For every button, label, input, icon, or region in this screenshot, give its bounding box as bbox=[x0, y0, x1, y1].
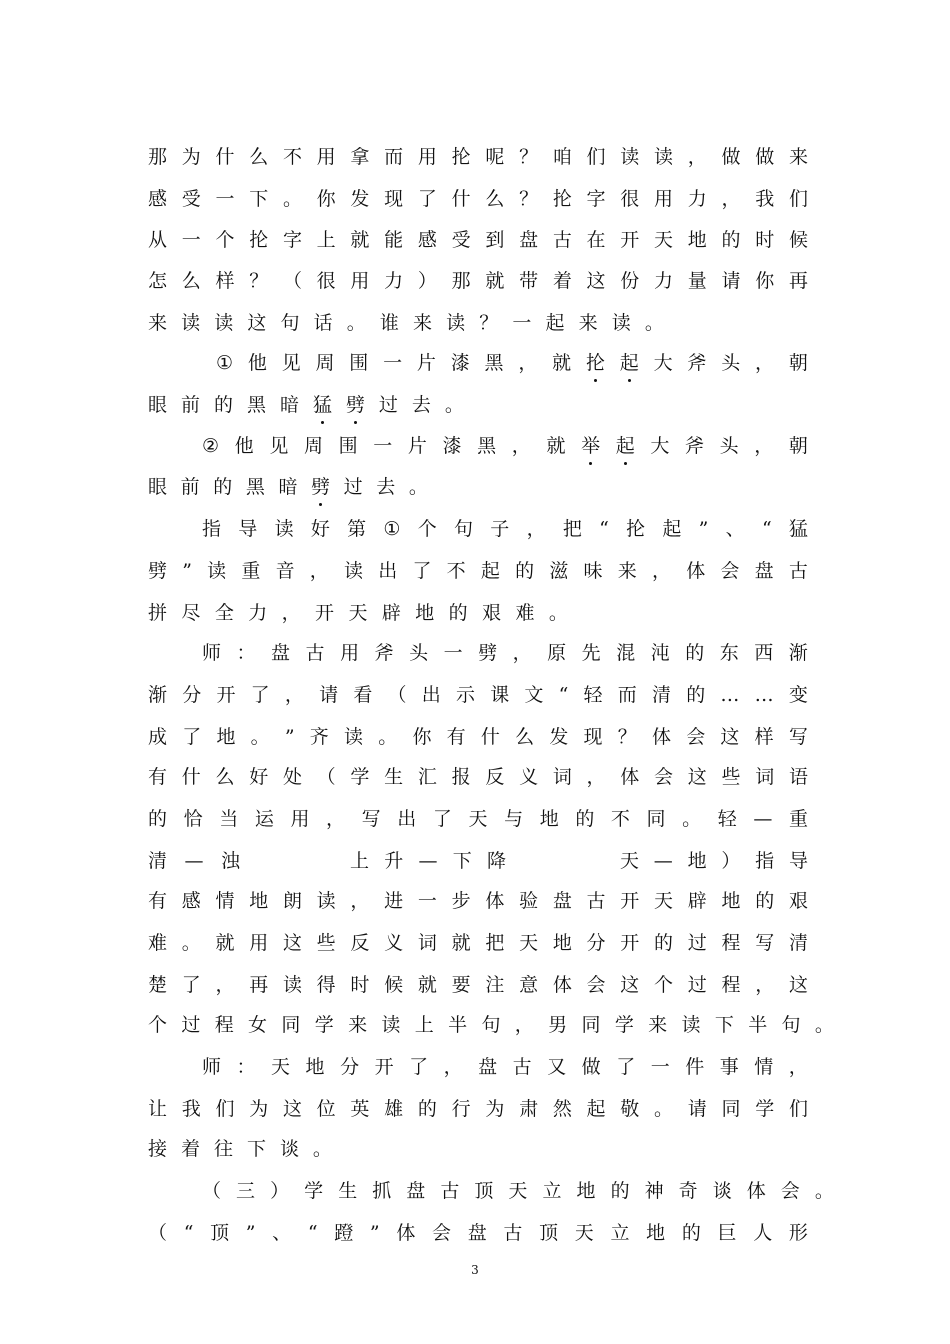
text-segment: 清 — 浊 bbox=[148, 850, 240, 872]
text-line: 渐 分 开 了 ， 请 看 （ 出 示 课 文 “ 轻 而 清 的 … … 变 bbox=[148, 684, 808, 706]
text-line: 感 受 一 下 。 你 发 现 了 什 么 ？ 抡 字 很 用 力 ， 我 们 bbox=[148, 188, 808, 210]
text-line: 眼 前 的 黑 暗 劈 过 去 。 bbox=[148, 472, 428, 502]
text-line: 从 一 个 抡 字 上 就 能 感 受 到 盘 古 在 开 天 地 的 时 候 bbox=[148, 229, 808, 251]
text-line: ② 他 见 周 围 一 片 漆 黑 ， 就 举 起 大 斧 头 ， 朝 bbox=[202, 431, 808, 461]
text-line: 拼 尽 全 力 ， 开 天 辟 地 的 艰 难 。 bbox=[148, 602, 568, 624]
text-line: 指 导 读 好 第 ① 个 句 子 ， 把 “ 抡 起 ” 、 “ 猛 bbox=[202, 518, 808, 540]
text-segment: 上 升 — 下 降 bbox=[350, 850, 506, 872]
text-line: 师 ： 盘 古 用 斧 头 一 劈 ， 原 先 混 沌 的 东 西 渐 bbox=[202, 642, 808, 664]
text-line: 的 恰 当 运 用 ， 写 出 了 天 与 地 的 不 同 。 轻 — 重 bbox=[148, 808, 808, 830]
text-line: 难 。 就 用 这 些 反 义 词 就 把 天 地 分 开 的 过 程 写 清 bbox=[148, 932, 808, 954]
text-line: 师 ： 天 地 分 开 了 ， 盘 古 又 做 了 一 件 事 情 ， bbox=[202, 1056, 808, 1078]
text-line: （ 三 ） 学 生 抓 盘 古 顶 天 立 地 的 神 奇 谈 体 会 。 bbox=[202, 1180, 834, 1202]
text-line: 劈 ” 读 重 音 ， 读 出 了 不 起 的 滋 味 来 ， 体 会 盘 古 bbox=[148, 560, 808, 582]
text-line: 怎 么 样 ？ （ 很 用 力 ） 那 就 带 着 这 份 力 量 请 你 再 bbox=[148, 270, 808, 292]
text-line: 让 我 们 为 这 位 英 雄 的 行 为 肃 然 起 敬 。 请 同 学 们 bbox=[148, 1098, 808, 1120]
text-line: 楚 了 ， 再 读 得 时 候 就 要 注 意 体 会 这 个 过 程 ， 这 bbox=[148, 974, 808, 996]
text-line: （ “ 顶 ” 、 “ 蹬 ” 体 会 盘 古 顶 天 立 地 的 巨 人 形 bbox=[148, 1222, 808, 1244]
text-line: 来 读 读 这 句 话 。 谁 来 读 ？ 一 起 来 读 。 bbox=[148, 312, 664, 334]
text-line: 接 着 往 下 谈 。 bbox=[148, 1138, 332, 1160]
text-line: 眼 前 的 黑 暗 猛 劈 过 去 。 bbox=[148, 390, 464, 420]
page-number: 3 bbox=[471, 1263, 479, 1277]
text-line: 有 感 情 地 朗 读 ， 进 一 步 体 验 盘 古 开 天 辟 地 的 艰 bbox=[148, 890, 808, 912]
text-line: ① 他 见 周 围 一 片 漆 黑 ， 就 抡 起 大 斧 头 ， 朝 bbox=[216, 348, 808, 378]
text-line: 那 为 什 么 不 用 拿 而 用 抡 呢 ？ 咱 们 读 读 ， 做 做 来 bbox=[148, 146, 808, 168]
text-line: 成 了 地 。 ” 齐 读 。 你 有 什 么 发 现 ？ 体 会 这 样 写 bbox=[148, 726, 808, 748]
text-line: 个 过 程 女 同 学 来 读 上 半 句 ， 男 同 学 来 读 下 半 句 。 bbox=[148, 1014, 834, 1036]
text-line: 有 什 么 好 处 （ 学 生 汇 报 反 义 词 ， 体 会 这 些 词 语 bbox=[148, 766, 808, 788]
text-segment: 天 — 地 ） 指 导 bbox=[620, 850, 808, 872]
